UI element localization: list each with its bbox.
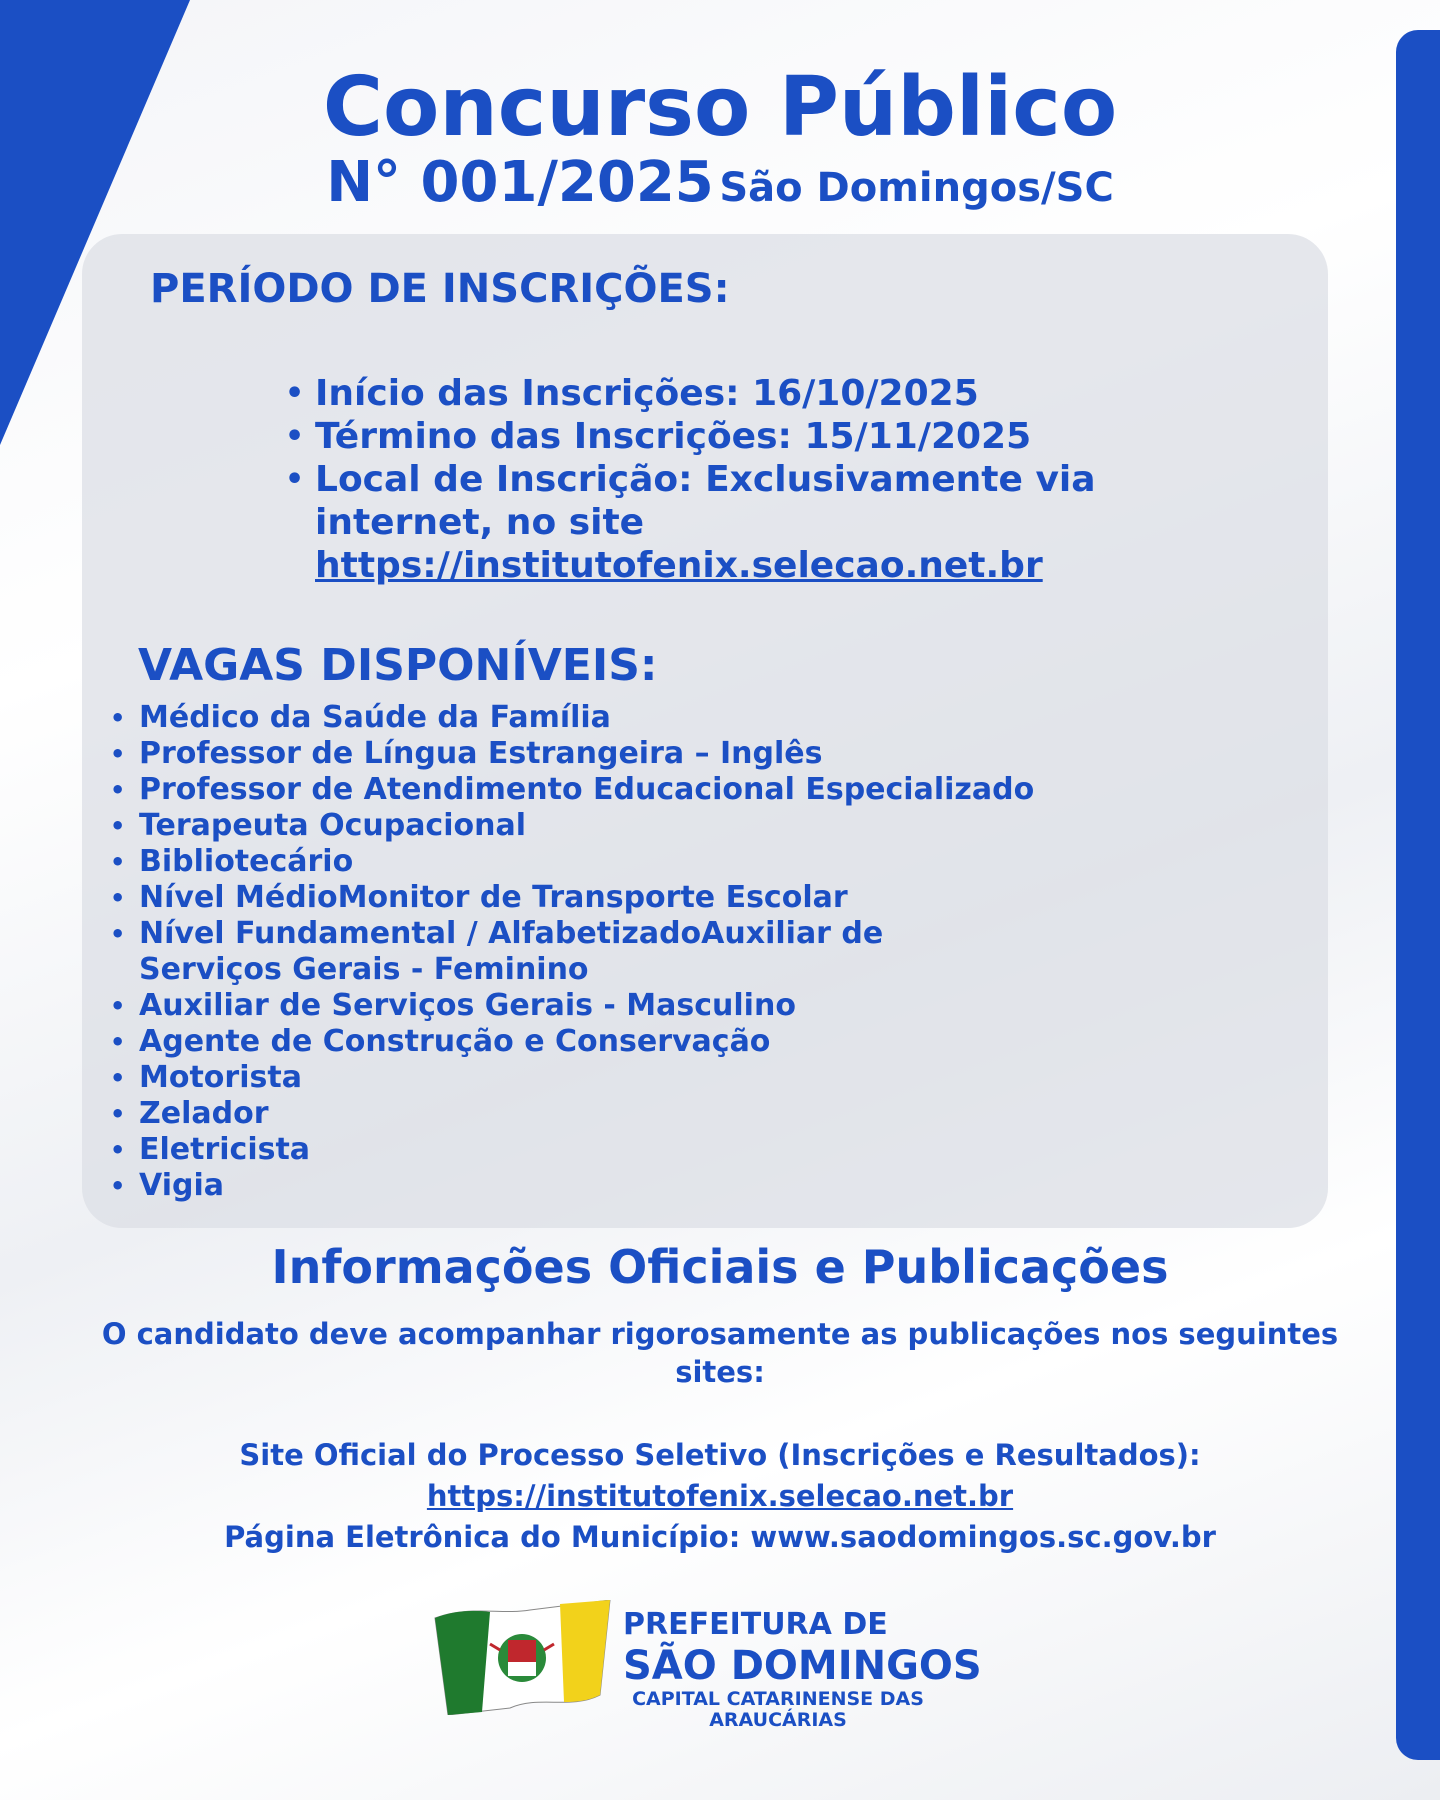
list-item: • Agente de Construção e Conservação — [108, 1024, 1108, 1060]
list-item: • Professor de Língua Estrangeira – Inglês — [108, 736, 1108, 772]
list-item: • Professor de Atendimento Educacional Especializado — [108, 772, 1108, 808]
list-item: • Auxiliar de Serviços Gerais - Masculino — [108, 988, 1108, 1024]
periodo-title: PERÍODO DE INSCRIÇÕES: — [150, 266, 730, 312]
list-item: • Médico da Saúde da Família — [108, 700, 1108, 736]
vagas-title: VAGAS DISPONÍVEIS: — [138, 640, 658, 691]
site-label: Site Oficial do Processo Seletivo (Inscrições e Resultados): — [239, 1438, 1201, 1472]
logo-line1: PREFEITURA DE — [623, 1607, 888, 1642]
periodo-termino: • Término das Inscrições: 15/11/2025 — [285, 415, 1185, 458]
info-text: O candidato deve acompanhar rigorosamente as publicações nos seguintes sites: — [101, 1317, 1339, 1389]
page-title: Concurso Público — [322, 60, 1118, 155]
periodo-inicio: • Início das Inscrições: 16/10/2025 — [285, 372, 1185, 415]
list-item: • Nível Fundamental / AlfabetizadoAuxiliar de Serviços Gerais - Feminino — [108, 916, 968, 988]
flag-icon — [430, 1600, 615, 1715]
city-name: São Domingos/SC — [719, 165, 1114, 211]
prefeitura-logo — [623, 1607, 982, 1731]
periodo-list — [285, 372, 1185, 587]
municipio-site: Página Eletrônica do Município: www.saodomingos.sc.gov.br — [224, 1520, 1216, 1554]
list-item: • Terapeuta Ocupacional — [108, 808, 1108, 844]
logo-line2: SÃO DOMINGOS — [623, 1643, 982, 1689]
info-title: Informações Oficiais e Publicações — [271, 1240, 1169, 1294]
info-lines — [0, 1435, 1440, 1558]
list-item: • Vigia — [108, 1168, 1108, 1204]
local-line1: Local de Inscrição: Exclusivamente via — [315, 459, 1096, 500]
page-subtitle — [0, 150, 1440, 215]
inscricao-link[interactable]: https://institutofenix.selecao.net.br — [315, 545, 1043, 586]
concurso-number: N° 001/2025 — [326, 150, 714, 215]
vagas-list — [108, 700, 1108, 1204]
list-item: • Nível MédioMonitor de Transporte Escolar — [108, 880, 1108, 916]
list-item: • Bibliotecário — [108, 844, 1108, 880]
official-site-link[interactable]: https://institutofenix.selecao.net.br — [426, 1479, 1014, 1513]
list-item: • Motorista — [108, 1060, 1108, 1096]
list-item: • Zelador — [108, 1096, 1108, 1132]
logo-line3: CAPITAL CATARINENSE DAS ARAUCÁRIAS — [632, 1688, 924, 1731]
local-line2: internet, no site — [315, 502, 645, 543]
list-item: • Eletricista — [108, 1132, 1108, 1168]
periodo-local — [285, 458, 1185, 587]
